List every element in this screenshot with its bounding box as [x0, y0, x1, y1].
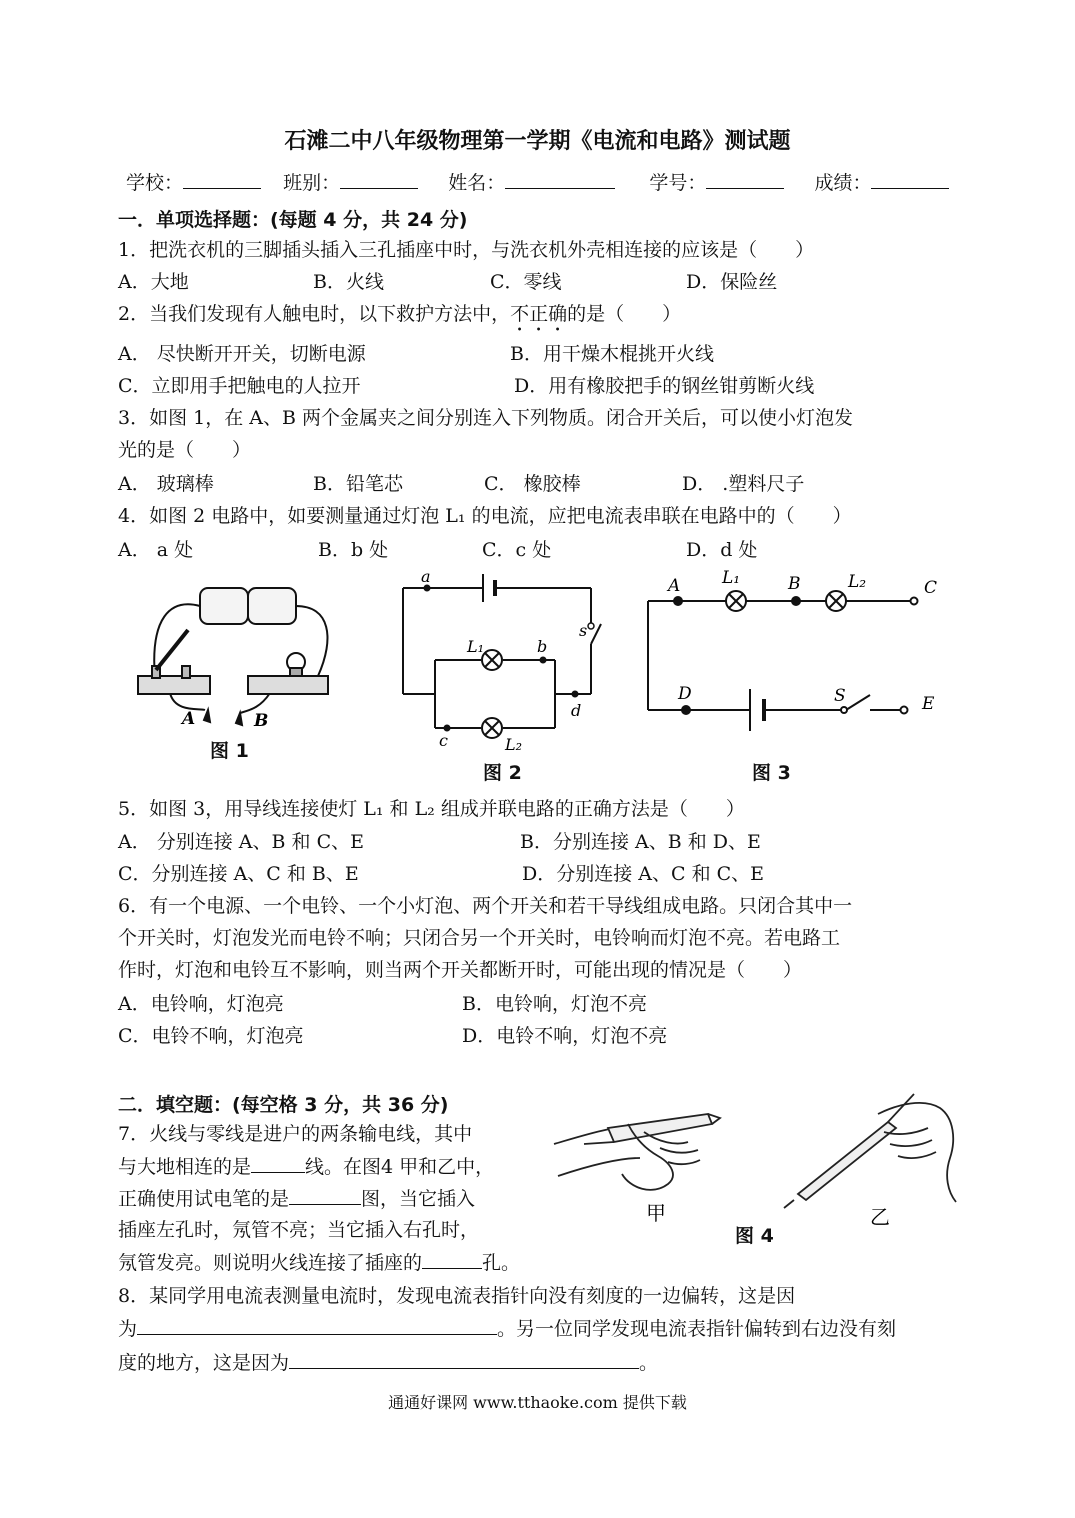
q8-blank-2 [289, 1350, 639, 1369]
name-blank [505, 170, 615, 189]
fig2-label-l1: L₁ [467, 637, 485, 656]
q2-stem-post: 的是（ ） [567, 303, 682, 325]
q6-option-a: A．电铃响，灯泡亮 [118, 993, 284, 1015]
score-blank [871, 170, 949, 189]
q6-stem-line3: 作时，灯泡和电铃互不影响，则当两个开关都断开时，可能出现的情况是（ ） [118, 959, 803, 981]
number-label: 学号： [649, 172, 707, 194]
fig4-label-right: 乙 [870, 1205, 890, 1229]
q2-stem-emphasis: 不正确 [510, 303, 568, 325]
fig1-label-a: A [182, 709, 196, 729]
q7-blank-1 [251, 1154, 305, 1173]
q7-line2-pre: 与大地相连的是 [118, 1156, 252, 1178]
section-2-heading: 二．填空题：(每空格 3 分，共 36 分) [118, 1094, 449, 1116]
class-blank [340, 170, 418, 189]
q1-option-c: C．零线 [490, 271, 562, 293]
q8-line2-pre: 为 [118, 1318, 138, 1340]
q2-option-c: C．立即用手把触电的人拉开 [118, 375, 361, 397]
score-label: 成绩： [814, 172, 872, 194]
student-info-row [126, 170, 949, 195]
q6-stem-line2: 个开关时，灯泡发光而电铃不响；只闭合另一个开关时，电铃响而灯泡不亮。若电路工 [118, 927, 841, 949]
q7-line5-pre: 氖管发亮。则说明火线连接了插座的 [118, 1252, 423, 1274]
q3-option-a: A． 玻璃棒 [118, 473, 214, 495]
q2-stem [118, 302, 681, 336]
q3-option-c: C． 橡胶棒 [484, 473, 581, 495]
q7-line5-post: 孔。 [482, 1252, 521, 1274]
q1-option-a: A．大地 [118, 271, 189, 293]
q8-line1: 8．某同学用电流表测量电流时，发现电流表指针向没有刻度的一边偏转，这是因 [118, 1285, 796, 1307]
fig3-label-c: C [924, 578, 938, 598]
fig2-label-d: d [571, 701, 582, 720]
fig2-label-c: c [439, 731, 448, 750]
fig3-label-s: S [834, 686, 846, 706]
page-title: 石滩二中八年级物理第一学期《电流和电路》测试题 [284, 129, 791, 154]
class-label: 班别： [283, 172, 341, 194]
fig3-label-l1: L₁ [722, 568, 741, 588]
q7-line5 [118, 1250, 520, 1275]
fig1-label-b: B [254, 711, 269, 731]
q8-line3-post: 。 [639, 1352, 659, 1374]
fig4-label-left: 甲 [646, 1201, 666, 1225]
q1-option-d: D．保险丝 [686, 271, 778, 293]
q1-option-b: B．火线 [313, 271, 384, 293]
figure-3-caption: 图 3 [752, 762, 791, 784]
q8-blank-1 [137, 1316, 497, 1335]
number-blank [706, 170, 784, 189]
q7-line1: 7．火线与零线是进户的两条输电线，其中 [118, 1123, 473, 1145]
q4-option-a: A． a 处 [118, 539, 194, 561]
q8-line2-post: 。另一位同学发现电流表指针偏转到右边没有刻 [497, 1318, 897, 1340]
q8-line2 [118, 1316, 896, 1341]
fig3-label-e: E [922, 694, 935, 714]
q5-option-d: D．分别连接 A、C 和 C、E [522, 863, 765, 885]
q7-line2 [118, 1154, 494, 1179]
q3-option-b: B．铅笔芯 [313, 473, 403, 495]
figure-1-caption: 图 1 [210, 740, 249, 762]
q7-blank-2 [289, 1186, 361, 1205]
q5-option-c: C．分别连接 A、C 和 B、E [118, 863, 359, 885]
q1-stem: 1．把洗衣机的三脚插头插入三孔插座中时，与洗衣机外壳相连接的应该是（ ） [118, 239, 815, 261]
q2-stem-pre: 2．当我们发现有人触电时，以下救护方法中， [118, 303, 511, 325]
q4-option-c: C．c 处 [482, 539, 552, 561]
figure-4 [548, 1084, 968, 1229]
figure-4-caption: 图 4 [735, 1225, 774, 1247]
figure-1 [130, 578, 350, 738]
q5-stem: 5．如图 3，用导线连接使灯 L₁ 和 L₂ 组成并联电路的正确方法是（ ） [118, 798, 745, 820]
fig2-label-a: a [421, 567, 431, 586]
fig3-label-l2: L₂ [848, 572, 867, 592]
q6-option-d: D．电铃不响，灯泡不亮 [462, 1025, 668, 1047]
q7-blank-3 [422, 1250, 482, 1269]
q5-option-a: A． 分别连接 A、B 和 C、E [118, 831, 364, 853]
fig3-label-d: D [678, 684, 692, 704]
school-label: 学校： [126, 172, 184, 194]
q7-line3-post: 图，当它插入 [361, 1188, 476, 1210]
q6-stem-line1: 6．有一个电源、一个电铃、一个小灯泡、两个开关和若干导线组成电路。只闭合其中一 [118, 895, 853, 917]
q7-line3 [118, 1186, 475, 1211]
q4-option-b: B．b 处 [318, 539, 389, 561]
figure-2-caption: 图 2 [483, 762, 522, 784]
figure-2 [395, 564, 625, 764]
q3-stem-line2: 光的是（ ） [118, 439, 252, 461]
fig3-label-b: B [788, 574, 801, 594]
fig2-label-s: s [579, 621, 588, 640]
q6-option-c: C．电铃不响，灯泡亮 [118, 1025, 304, 1047]
q7-line4: 插座左孔时，氖管不亮；当它插入右孔时， [118, 1219, 480, 1241]
fig2-label-l2: L₂ [505, 735, 523, 754]
q3-stem-line1: 3．如图 1，在 A、B 两个金属夹之间分别连入下列物质。闭合开关后，可以使小灯泡发 [118, 407, 853, 429]
q8-line3-pre: 度的地方，这是因为 [118, 1352, 290, 1374]
name-label: 姓名： [448, 172, 506, 194]
school-blank [183, 170, 261, 189]
q6-option-b: B．电铃响，灯泡不亮 [462, 993, 647, 1015]
section-1-heading: 一．单项选择题：(每题 4 分，共 24 分) [118, 209, 468, 231]
q5-option-b: B．分别连接 A、B 和 D、E [520, 831, 761, 853]
q8-line3 [118, 1350, 658, 1375]
fig2-label-b: b [537, 637, 548, 656]
figure-3 [640, 565, 945, 725]
q4-option-d: D．d 处 [686, 539, 758, 561]
fig3-label-a: A [668, 576, 681, 596]
q4-stem: 4．如图 2 电路中，如要测量通过灯泡 L₁ 的电流，应把电流表串联在电路中的（ ） [118, 505, 852, 527]
q7-line3-pre: 正确使用试电笔的是 [118, 1188, 290, 1210]
q3-option-d: D． .塑料尺子 [682, 473, 805, 495]
q2-option-b: B．用干燥木棍挑开火线 [510, 343, 714, 365]
page-footer: 通通好课网 www.tthaoke.com 提供下载 [388, 1393, 687, 1412]
q7-line2-post: 线。在图4 甲和乙中， [305, 1156, 495, 1178]
q2-option-a: A． 尽快断开开关，切断电源 [118, 343, 366, 365]
q2-option-d: D．用有橡胶把手的钢丝钳剪断火线 [514, 375, 815, 397]
